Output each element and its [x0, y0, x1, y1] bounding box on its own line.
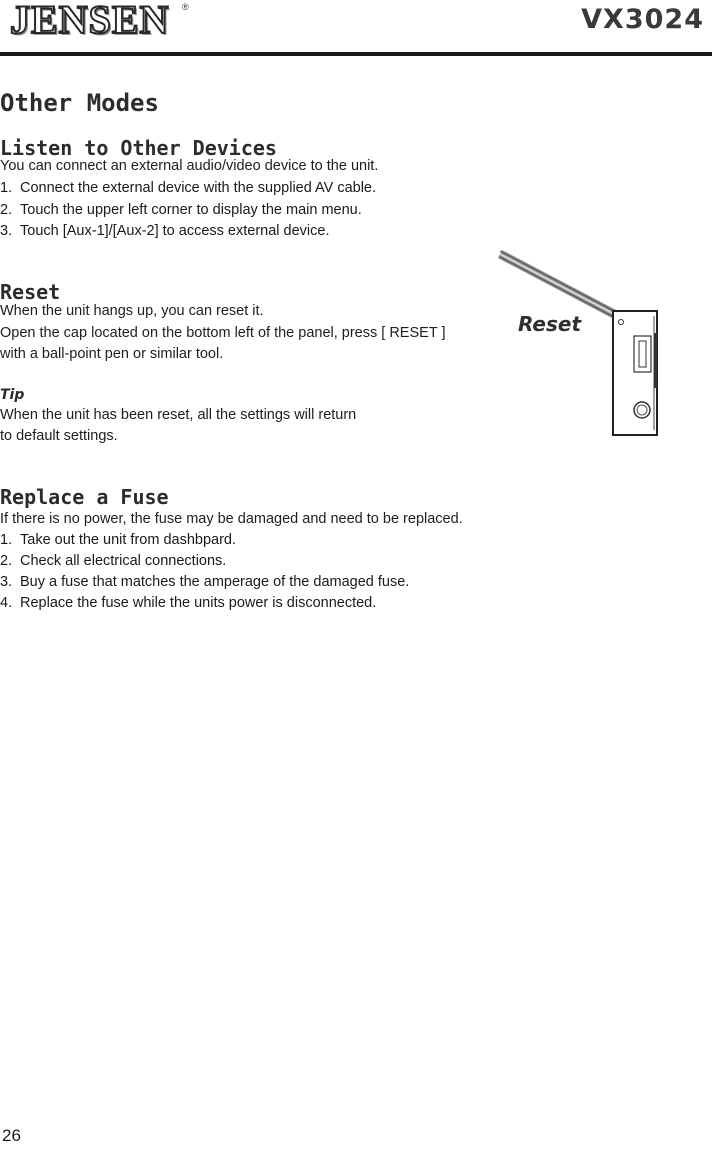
fuse-heading: Replace a Fuse — [0, 485, 169, 509]
list-item-text: Replace the fuse while the units power is disconnected. — [20, 595, 377, 611]
list-item-number: 2. — [0, 202, 13, 218]
reset-text-line1: When the unit hangs up, you can reset it. — [0, 303, 264, 319]
list-item-number: 1. — [0, 180, 13, 196]
reset-text-line3: with a ball-point pen or similar tool. — [0, 346, 224, 362]
ballpoint-pen-icon — [500, 251, 623, 321]
list-item-number: 1. — [0, 532, 13, 548]
list-item-number: 4. — [0, 595, 13, 611]
page-header — [0, 0, 712, 58]
fuse-intro: If there is no power, the fuse may be damaged and need to be replaced. — [0, 511, 463, 527]
reset-figure-label: Reset — [518, 312, 581, 336]
list-item-number: 3. — [0, 574, 13, 590]
reset-illustration — [494, 248, 669, 440]
panel-icon — [613, 311, 657, 435]
list-item-text: Check all electrical connections. — [20, 553, 227, 569]
list-item — [0, 552, 226, 572]
list-item — [0, 594, 376, 614]
tip-text-line1: When the unit has been reset, all the settings will return — [0, 407, 357, 423]
list-item — [0, 222, 329, 242]
tip-heading: Tip — [0, 387, 25, 403]
list-item-text: Touch the upper left corner to display the main menu. — [20, 202, 362, 218]
list-item-text: Connect the external device with the supplied AV cable. — [20, 180, 377, 196]
list-item — [0, 573, 409, 593]
list-item-text: Touch [Aux-1]/[Aux-2] to access external device. — [20, 223, 330, 239]
pen-and-panel-drawing — [494, 248, 669, 440]
page-number: 26 — [2, 1126, 21, 1145]
brand-logo: JENSEN — [10, 0, 170, 42]
list-item-text: Take out the unit from dashbpard. — [20, 532, 237, 548]
reset-text-line2: Open the cap located on the bottom left of the panel, press [ RESET ] — [0, 325, 446, 341]
list-item — [0, 531, 236, 551]
listen-heading: Listen to Other Devices — [0, 136, 277, 160]
list-item-text: Buy a fuse that matches the amperage of the damaged fuse. — [20, 574, 410, 590]
list-item — [0, 179, 376, 199]
header-rule — [0, 52, 712, 56]
list-item — [0, 201, 362, 221]
model-number: VX3024 — [581, 4, 704, 35]
registered-mark: ® — [182, 2, 189, 12]
tip-text-line2: to default settings. — [0, 428, 118, 444]
list-item-number: 2. — [0, 553, 13, 569]
list-item-number: 3. — [0, 223, 13, 239]
page-title: Other Modes — [0, 89, 159, 117]
listen-intro: You can connect an external audio/video device to the unit. — [0, 158, 379, 174]
reset-heading: Reset — [0, 280, 61, 304]
